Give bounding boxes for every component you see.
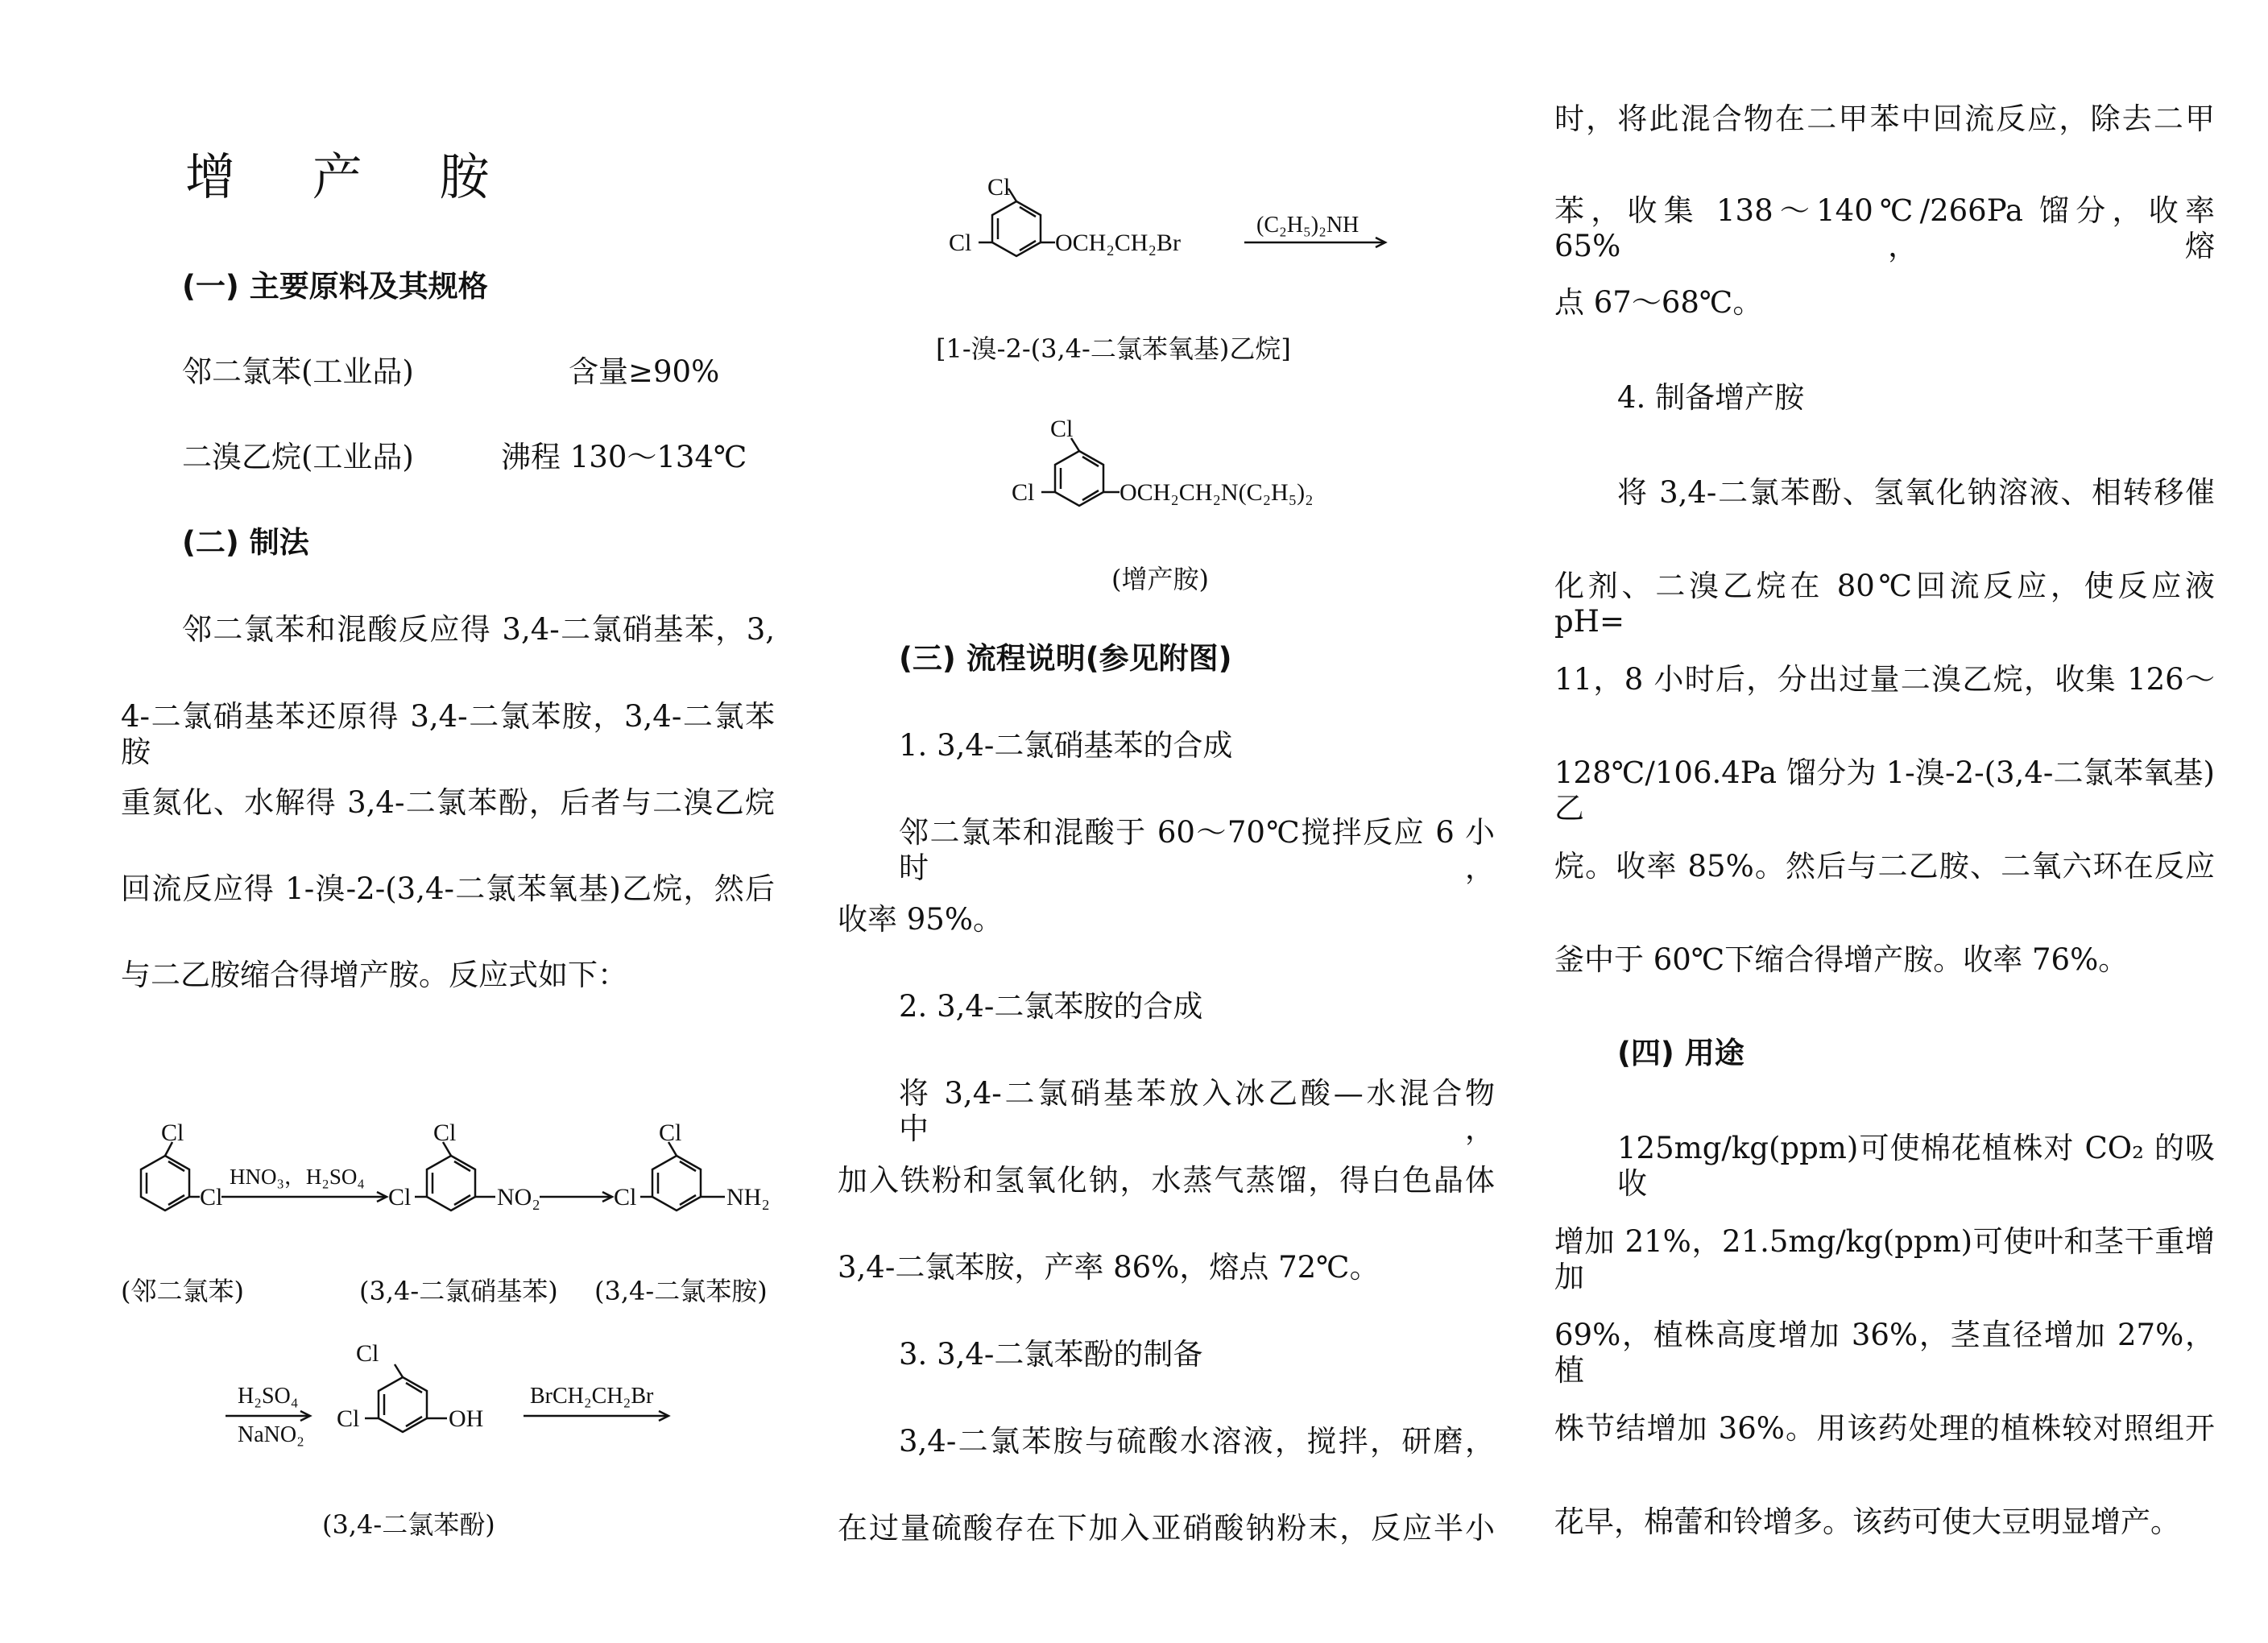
rx1-caption-2: (3,4-二氯硝基苯) [359, 1276, 558, 1306]
reaction-scheme-2 [217, 1337, 701, 1466]
middle-line-5: 将 3,4-二氯硝基苯放入冰乙酸—水混合物中， [899, 1076, 1495, 1146]
right-line-1: 时，将此混合物在二甲苯中回流反应，除去二甲 [1554, 101, 2215, 136]
middle-line-9: 3,4-二氯苯胺与硫酸水溶液，搅拌，研磨， [899, 1424, 1495, 1459]
rx1-nh2: NH₂ [726, 1184, 770, 1211]
right-line-13: 增加 21%，21.5mg/kg(ppm)可使叶和茎干重增加 [1554, 1224, 2215, 1294]
rx2-reagent-bottom: NaNO₂ [238, 1422, 304, 1447]
rx1-caption-3: (3,4-二氯苯胺) [594, 1276, 768, 1306]
material-2-spec: 沸程 130～134℃ [501, 440, 747, 474]
right-line-10: 釜中于 60℃下缩合得增产胺。收率 76%。 [1554, 942, 2129, 977]
section-3-heading: (三) 流程说明(参见附图) [899, 641, 1232, 676]
method-line-4: 回流反应得 1-溴-2-(3,4-二氯苯氧基)乙烷，然后 [121, 871, 775, 906]
rx4-cl-left: Cl [1012, 479, 1035, 506]
rx1-caption-1: (邻二氯苯) [121, 1276, 244, 1306]
method-line-5: 与二乙胺缩合得增产胺。反应式如下： [121, 958, 627, 992]
section-4-heading: (四) 用途 [1617, 1036, 1744, 1070]
rx1-cl-side-1: Cl [200, 1184, 223, 1211]
material-1-name: 邻二氯苯(工业品) [182, 354, 414, 389]
middle-line-2: 邻二氯苯和混酸于 60～70℃搅拌反应 6 小时， [899, 815, 1495, 885]
material-1-spec: 含量≥90% [569, 354, 720, 389]
material-2-name: 二溴乙烷(工业品) [182, 440, 414, 474]
right-line-2: 苯，收集 138～140℃/266Pa 馏分，收率 65%，熔 [1554, 193, 2215, 263]
right-line-15: 株节结增加 36%。用该药处理的植株较对照组开 [1554, 1411, 2215, 1446]
middle-line-7: 3,4-二氯苯胺，产率 86%，熔点 72℃。 [838, 1250, 1380, 1285]
rx4-caption: (增产胺) [1111, 564, 1209, 594]
right-line-3: 点 67～68℃。 [1554, 285, 1763, 320]
step-1-heading: 1. 3,4-二氯硝基苯的合成 [899, 728, 1233, 763]
middle-line-10: 在过量硫酸存在下加入亚硝酸钠粉末，反应半小 [838, 1511, 1495, 1546]
right-line-8: 128℃/106.4Pa 馏分为 1-溴-2-(3,4-二氯苯氧基)乙 [1554, 755, 2215, 826]
middle-line-6: 加入铁粉和氢氧化钠，水蒸气蒸馏，得白色晶体 [838, 1163, 1495, 1198]
rx1-reagent-1: HNO₃，H₂SO₄ [230, 1165, 365, 1189]
rx3-chain: OCH₂CH₂Br [1055, 230, 1181, 256]
rx1-cl-left-2: Cl [388, 1184, 412, 1211]
rx2-caption: (3,4-二氯苯酚) [322, 1509, 495, 1540]
middle-line-3: 收率 95%。 [838, 902, 1003, 937]
right-line-16: 花早，棉蕾和铃增多。该药可使大豆明显增产。 [1554, 1504, 2180, 1539]
rx3-cl-top: Cl [987, 174, 1011, 201]
section-2-heading: (二) 制法 [182, 525, 309, 560]
rx2-reagent-2: BrCH₂CH₂Br [530, 1384, 654, 1409]
reaction-scheme-3 [942, 161, 1393, 282]
page-title: 增 产 胺 [185, 147, 520, 206]
rx1-cl-left-3: Cl [614, 1184, 637, 1211]
rx2-cl-top: Cl [356, 1340, 379, 1367]
reaction-scheme-1 [89, 1111, 813, 1248]
rx3-caption: [1-溴-2-(3,4-二氯苯氧基)乙烷] [936, 333, 1291, 364]
step-2-heading: 2. 3,4-二氯苯胺的合成 [899, 989, 1203, 1024]
right-line-5: 将 3,4-二氯苯酚、氢氧化钠溶液、相转移催 [1617, 475, 2215, 510]
right-line-7: 11，8 小时后，分出过量二溴乙烷，收集 126～ [1554, 662, 2215, 697]
rx2-cl-left: Cl [337, 1405, 360, 1432]
right-line-14: 69%，植株高度增加 36%，茎直径增加 27%，植 [1554, 1318, 2215, 1388]
right-line-12: 125mg/kg(ppm)可使棉花植株对 CO₂ 的吸收 [1617, 1131, 2215, 1201]
step-4-heading: 4. 制备增产胺 [1617, 380, 1805, 415]
right-line-6: 化剂、二溴乙烷在 80℃回流反应，使反应液 pH= [1554, 569, 2215, 639]
method-line-3: 重氮化、水解得 3,4-二氯苯酚，后者与二溴乙烷 [121, 785, 775, 820]
rx1-cl-top-3: Cl [659, 1119, 682, 1146]
method-line-2: 4-二氯硝基苯还原得 3,4-二氯苯胺，3,4-二氯苯胺 [121, 699, 775, 769]
rx2-reagent-top: H₂SO₄ [238, 1384, 299, 1409]
reaction-scheme-4 [983, 411, 1401, 532]
section-1-heading: (一) 主要原料及其规格 [182, 269, 488, 304]
step-3-heading: 3. 3,4-二氯苯酚的制备 [899, 1337, 1203, 1372]
method-line-1: 邻二氯苯和混酸反应得 3,4-二氯硝基苯，3, [182, 612, 775, 647]
rx2-oh: OH [449, 1405, 484, 1432]
rx3-reagent: (C₂H₅)₂NH [1256, 213, 1360, 238]
rx4-chain: OCH₂CH₂N(C₂H₅)₂ [1120, 479, 1314, 506]
rx4-cl-top: Cl [1050, 416, 1074, 442]
right-line-9: 烷。收率 85%。然后与二乙胺、二氧六环在反应 [1554, 849, 2215, 884]
rx1-cl-top-1: Cl [161, 1119, 184, 1146]
rx1-no2: NO₂ [497, 1184, 540, 1211]
rx3-cl-left: Cl [949, 230, 972, 256]
rx1-cl-top-2: Cl [433, 1119, 457, 1146]
